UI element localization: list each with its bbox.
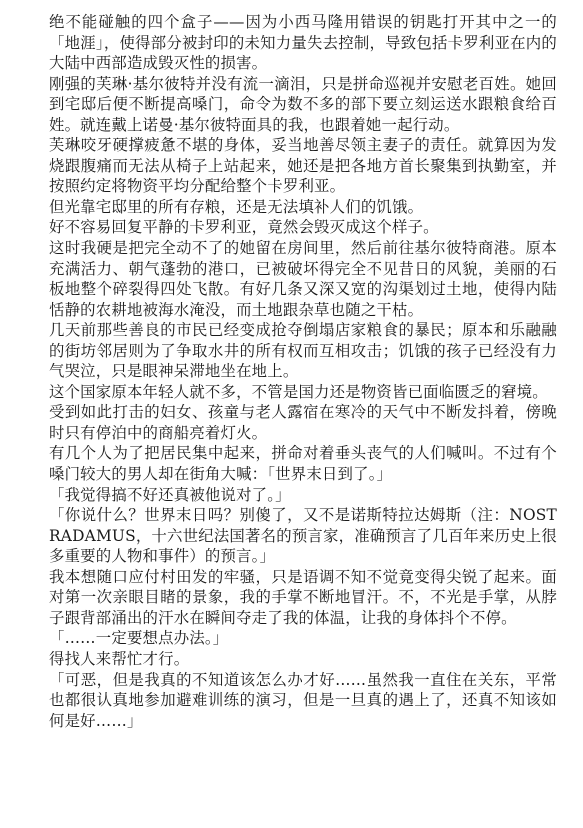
paragraph: 受到如此打击的妇女、孩童与老人露宿在寒冷的天气中不断发抖着，傍晚时只有停泊中的商船亮着灯火。 [49,403,557,442]
paragraph: 但光靠宅邸里的所有存粮，还是无法填补人们的饥饿。 [49,197,424,216]
dialogue-line: 「你说什么？世界末日吗？别傻了，又不是诺斯特拉达姆斯（注：NOSTRADAMUS，十六世纪法国著名的预言家，准确预言了几百年来历史上很多重要的人物和事件）的预言。」 [49,506,557,566]
paragraph: 我本想随口应付村田发的牢骚，只是语调不知不觉竟变得尖锐了起来。面对第一次亲眼目睹的景象，我的手掌不断地冒汗。不，不光是手掌，从脖子跟背部涌出的汗水在瞬间夺走了我的体温，让我的身体抖个不停。 [49,567,557,627]
dialogue-line: 「……一定要想点办法。」 [49,629,229,648]
paragraph: 刚强的芙琳·基尔彼特并没有流一滴泪，只是拼命巡视并安慰老百姓。她回到宅邸后便不断提高嗓门，命令为数不多的部下要立刻运送水跟粮食给百姓。就连戴上诺曼·基尔彼特面具的我，也跟着她一起行动。 [49,74,557,134]
dialogue-line: 「可恶，但是我真的不知道该怎么办才好……虽然我一直住在关东，平常也都很认真地参加避难训练的演习，但是一旦真的遇上了，还真不知该如何是好……」 [49,670,557,730]
dialogue-line: 「我觉得搞不好还真被他说对了。」 [49,485,291,504]
paragraph: 芙琳咬牙硬撑疲惫不堪的身体，妥当地善尽领主妻子的责任。就算因为发烧跟腹痛而无法从椅子上站起来，她还是把各地方首长聚集到执勤室，并按照约定将物资平均分配给整个卡罗利亚。 [49,136,557,196]
paragraph: 这时我硬是把完全动不了的她留在房间里，然后前往基尔彼特商港。原本充满活力、朝气蓬勃的港口，已被破坏得完全不见昔日的风貌，美丽的石板地整个碎裂得四处飞散。有好几条又深又宽的沟渠划过土地，使得内陆恬静的农耕地被海水淹没，而土地跟杂草也随之干枯。 [49,239,557,319]
paragraph: 绝不能碰触的四个盒子——因为小西马隆用错误的钥匙打开其中之一的「地涯」，使得部分被封印的未知力量失去控制，导致包括卡罗利亚在内的大陆中西部造成毁灭性的损害。 [49,13,557,73]
paragraph: 有几个人为了把居民集中起来，拼命对着垂头丧气的人们喊叫。不过有个嗓门较大的男人却在街角大喊：「世界末日到了。」 [49,444,557,484]
paragraph: 得找人来帮忙才行。 [49,649,190,668]
paragraph: 这个国家原本年轻人就不多，不管是国力还是物资皆已面临匮乏的窘境。 [49,382,548,401]
paragraph: 好不容易回复平静的卡罗利亚，竟然会毁灭成这个样子。 [49,218,439,237]
paragraph: 几天前那些善良的市民已经变成抢夺倒塌店家粮食的暴民；原本和乐融融的街坊邻居则为了争取水井的所有权而互相攻击；饥饿的孩子已经没有力气哭泣，只是眼神呆滞地坐在地上。 [49,321,557,381]
body-text [49,12,557,731]
